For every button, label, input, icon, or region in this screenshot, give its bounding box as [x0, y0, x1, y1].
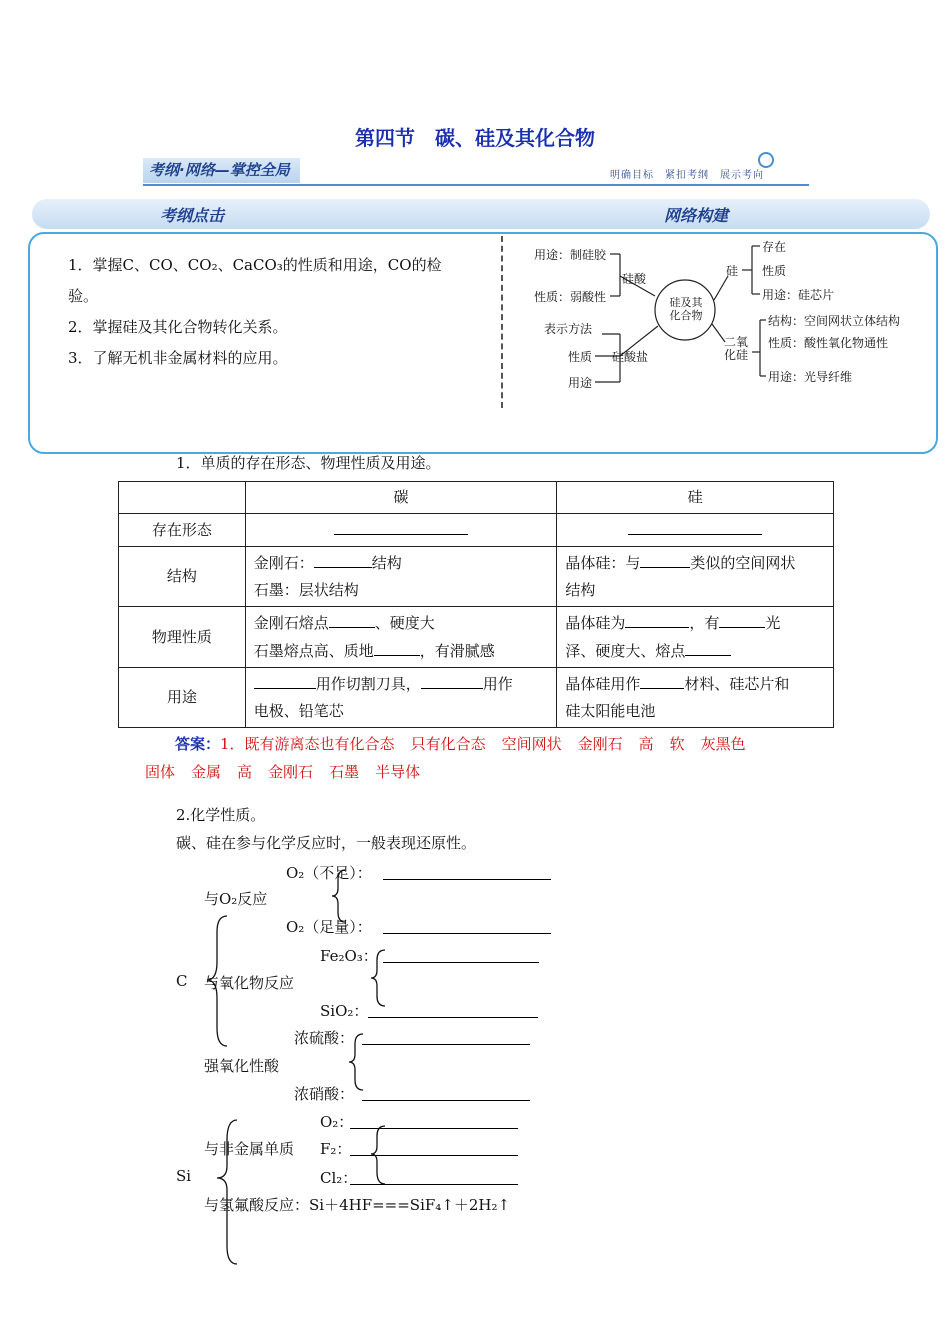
st-use: 用途	[568, 376, 593, 390]
cell-text: 用作	[482, 675, 513, 693]
c-brace	[207, 916, 227, 1046]
oxacid-label: 强氧化性酸	[204, 1057, 280, 1075]
table-row	[119, 547, 834, 607]
table-header-cell	[119, 482, 246, 514]
sio2-prop: 性质：酸性氧化物通性	[768, 336, 889, 350]
nonmetal-label: 与非金属单质	[204, 1140, 295, 1158]
cell-text: 金刚石熔点	[253, 614, 329, 632]
brace-lines	[195, 850, 395, 1270]
cell-text: 结构	[371, 554, 402, 572]
silicic-acid: 硅酸	[622, 272, 647, 286]
hno3-label: 浓硝酸：	[294, 1085, 355, 1103]
si-brace	[217, 1120, 237, 1264]
cell-text: 光	[765, 614, 781, 632]
cell-text: 用作切割刀具，	[315, 675, 421, 693]
blank-field	[625, 609, 689, 628]
goal-3: 3．了解无机非金属材料的应用。	[68, 349, 288, 367]
network-center: 硅及其化合物	[669, 296, 703, 322]
silicate: 硅酸盐	[612, 350, 649, 364]
goal-1: 1．掌握C、CO、CO₂、CaCO₃的性质和用途，CO的检验。	[68, 256, 442, 305]
table-row	[119, 607, 834, 668]
cell-text: 类似的空间网状	[690, 554, 796, 572]
dashed-divider	[501, 236, 503, 408]
si-cl2-label: Cl₂：	[320, 1169, 358, 1187]
answer-item: 只有化合态	[410, 735, 486, 753]
answer-label: 答案：	[175, 735, 221, 753]
hf-react-label: 与氢氟酸反应：Si＋4HF===SiF₄↑＋2H₂↑	[204, 1196, 511, 1214]
cell-text: 结构	[565, 581, 596, 599]
section2-intro: 碳、硅在参与化学反应时，一般表现还原性。	[176, 834, 477, 852]
table-header-row	[119, 482, 834, 514]
sio2-label: SiO₂：	[320, 1002, 369, 1020]
blank-field	[254, 670, 316, 689]
goal-2: 2．掌握硅及其化合物转化关系。	[68, 318, 288, 336]
banner-title: 考纲·网络—掌控全局	[143, 158, 300, 183]
cell-text: 电极、铅笔芯	[253, 702, 344, 720]
si-o2-label: O₂：	[320, 1113, 354, 1131]
row-label: 结构	[119, 547, 246, 607]
oxide-react-label: 与氧化物反应	[204, 974, 295, 992]
table-row	[119, 514, 834, 547]
answer-item: 软	[669, 735, 685, 753]
cell-text: ，有	[689, 614, 720, 632]
sio2-struct: 结构：空间网状立体结构	[768, 314, 901, 328]
o2-react-label: 与O₂反应	[204, 890, 268, 908]
banner-subtitle: 明确目标 紧扣考纲 展示考向	[610, 170, 764, 181]
answer-item: 金刚石	[577, 735, 623, 753]
strip-left-label: 考纲点击	[160, 206, 225, 225]
row-label: 存在形态	[119, 514, 246, 547]
cell-text: ，有滑腻感	[419, 642, 495, 660]
sa-use: 用途：制硅胶	[534, 248, 607, 262]
si-f2-label: F₂：	[320, 1140, 352, 1158]
si-exist: 存在	[762, 240, 787, 254]
h2so4-label: 浓硫酸：	[294, 1029, 355, 1047]
answer-item: 金属	[191, 763, 222, 781]
cell-text: 泽、硬度大、熔点	[565, 642, 686, 660]
cell-text: 、硬度大	[374, 614, 435, 632]
st-prop: 性质	[568, 350, 593, 364]
section2-title: 2.化学性质。	[176, 806, 266, 824]
st-method: 表示方法	[544, 322, 593, 336]
answer-item: 灰黑色	[700, 735, 746, 753]
o2-less-label: O₂（不足）：	[286, 864, 372, 882]
table-row	[119, 668, 834, 728]
cell-text: 金刚石：	[253, 554, 314, 572]
blank-field	[640, 549, 690, 568]
cell-text: 石墨熔点高、质地	[253, 642, 374, 660]
cell-text: 材料、硅芯片和	[684, 675, 790, 693]
blank-field	[685, 637, 731, 656]
answer-item: 1．既有游离态也有化合态	[220, 735, 395, 753]
sio2-use: 用途：光导纤维	[768, 370, 853, 384]
silicon-label: Si	[176, 1167, 192, 1185]
cell-text: 晶体硅为	[565, 614, 626, 632]
answer-item: 高	[237, 763, 253, 781]
answer-item: 半导体	[375, 763, 421, 781]
carbon-label: C	[176, 972, 188, 990]
blank-line	[383, 961, 539, 963]
cell-text: 石墨：层状结构	[253, 581, 359, 599]
answer-item: 空间网状	[501, 735, 562, 753]
exam-goals	[68, 250, 463, 367]
blank-field	[628, 516, 762, 535]
answer-item: 金刚石	[268, 763, 314, 781]
cell-text: 晶体硅：与	[565, 554, 641, 572]
si-prop: 性质	[762, 264, 787, 278]
section-strip	[32, 199, 930, 229]
section1-title: 1．单质的存在形态、物理性质及用途。	[176, 454, 441, 472]
answer-item: 石墨	[329, 763, 360, 781]
blank-field	[374, 637, 420, 656]
si-use: 用途：硅芯片	[762, 288, 835, 302]
o2-more-label: O₂（足量）：	[286, 918, 372, 936]
blank-field	[314, 549, 372, 568]
table-header-silicon: 硅	[557, 482, 834, 514]
blank-line	[383, 878, 551, 880]
page-title: 第四节 碳、硅及其化合物	[355, 126, 595, 150]
blank-field	[329, 609, 375, 628]
blank-field	[719, 609, 765, 628]
row-label: 物理性质	[119, 607, 246, 668]
cell-text: 晶体硅用作	[565, 675, 641, 693]
answer-item: 高	[638, 735, 654, 753]
properties-table	[118, 481, 834, 728]
silicon: 硅	[726, 264, 739, 278]
network-diagram	[530, 234, 900, 390]
answer-block	[145, 730, 845, 786]
answer-item: 固体	[145, 763, 176, 781]
cell-text: 硅太阳能电池	[565, 702, 656, 720]
table-header-carbon: 碳	[245, 482, 557, 514]
sio2-node: 二氧化硅	[724, 335, 749, 362]
blank-field	[640, 670, 684, 689]
row-label: 用途	[119, 668, 246, 728]
fe2o3-label: Fe₂O₃：	[320, 947, 378, 965]
sa-prop: 性质：弱酸性	[534, 290, 607, 304]
blank-field	[421, 670, 483, 689]
blank-line	[383, 932, 551, 934]
blank-field	[334, 516, 468, 535]
strip-right-label: 网络构建	[664, 206, 729, 225]
